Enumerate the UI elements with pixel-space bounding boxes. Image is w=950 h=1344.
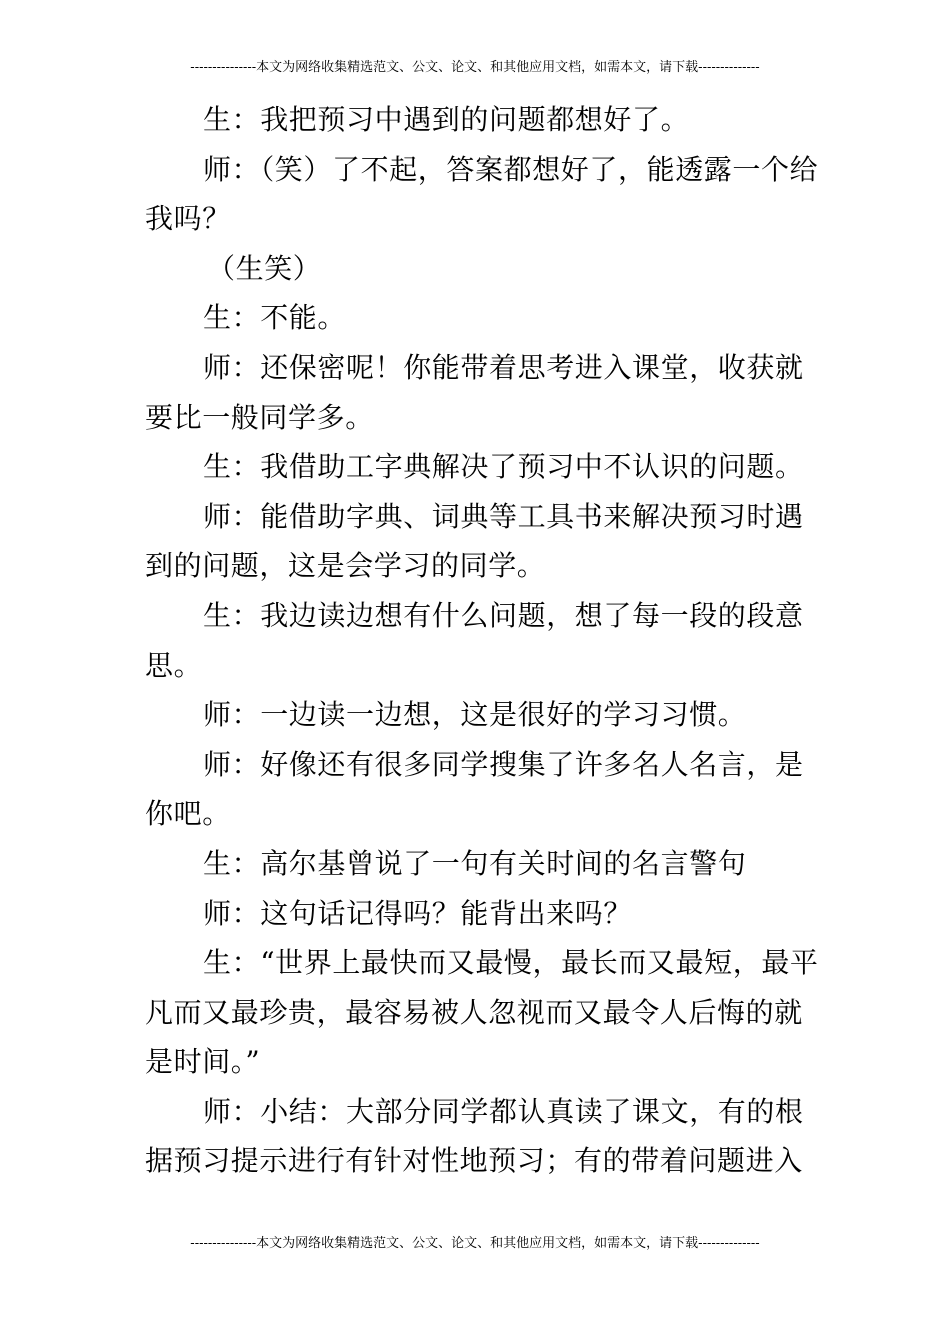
paragraph: 师：能借助字典、词典等工具书来解决预习时遇到的问题，这是会学习的同学。 (145, 499, 804, 583)
paragraph: 生：“世界上最快而又最慢，最长而又最短，最平凡而又最珍贵，最容易被人忽视而又最令人后悔的就是时间。” (145, 946, 819, 1079)
paragraph: 生：不能。 (203, 301, 347, 335)
page-footer-banner: ---------------本文为网络收集精选范文、公文、论文、和其他应用文档，如需本文，请下载-------------- (190, 1236, 760, 1251)
paragraph: 师：还保密呢！你能带着思考进入课堂，收获就要比一般同学多。 (145, 350, 804, 434)
paragraph: 师：一边读一边想，这是很好的学习习惯。 (203, 698, 747, 732)
document-body (145, 95, 820, 1186)
paragraph: 生：高尔基曾说了一句有关时间的名言警句 (203, 846, 747, 880)
paragraph-stage-direction: （生笑） (207, 251, 322, 285)
paragraph: 生：我边读边想有什么问题，想了每一段的段意思。 (145, 598, 804, 682)
paragraph: 师：这句话记得吗？能背出来吗？ (203, 896, 633, 930)
page-header-banner: ---------------本文为网络收集精选范文、公文、论文、和其他应用文档，如需本文，请下载-------------- (190, 60, 760, 75)
paragraph: 生：我把预习中遇到的问题都想好了。 (203, 103, 690, 136)
paragraph: 师：好像还有很多同学搜集了许多名人名言，是你吧。 (145, 747, 804, 831)
paragraph: 师：（笑）了不起，答案都想好了，能透露一个给我吗？ (145, 152, 819, 236)
paragraph: 生：我借助工字典解决了预习中不认识的问题。 (203, 450, 804, 484)
paragraph: 师：小结：大部分同学都认真读了课文，有的根据预习提示进行有针对性地预习；有的带着问题进入 (145, 1094, 804, 1178)
